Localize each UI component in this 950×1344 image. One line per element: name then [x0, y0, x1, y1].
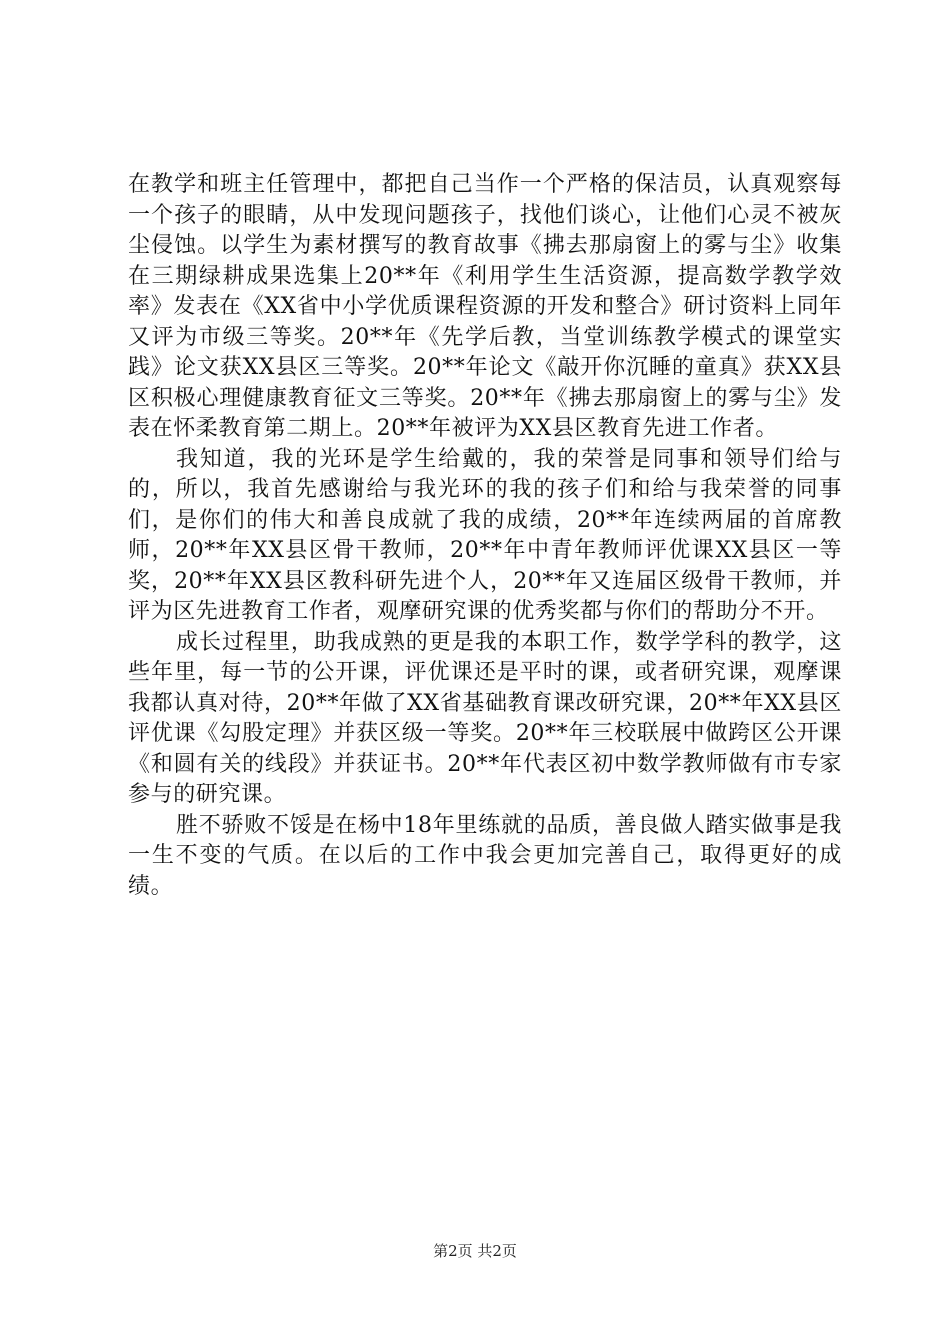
page-footer: 第2页 共2页: [433, 1242, 517, 1260]
paragraph-2: 我知道，我的光环是学生给戴的，我的荣誉是同事和领导们给与的，所以，我首先感谢给与我光环的我的孩子们和给与我荣誉的同事们，是你们的伟大和善良成就了我的成绩，20**年连续两届的首席教师，20**年XX县区骨干教师，20**年中青年教师评优课XX县区一等奖，20**年XX县区教科研先进个人，20**年又连届区级骨干教师，并评为区先进教育工作者，观摩研究课的优秀奖都与你们的帮助分不开。: [128, 446, 842, 624]
paragraph-4: 胜不骄败不馁是在杨中18年里练就的品质，善良做人踏实做事是我一生不变的气质。在以后的工作中我会更加完善自己，取得更好的成绩。: [128, 812, 842, 899]
document-body: [128, 170, 842, 902]
paragraph-1: 在教学和班主任管理中，都把自己当作一个严格的保洁员，认真观察每一个孩子的眼睛，从中发现问题孩子，找他们谈心，让他们心灵不被灰尘侵蚀。以学生为素材撰写的教育故事《拂去那扇窗上的雾与尘》收集在三期绿耕成果选集上20**年《利用学生生活资源，提高数学教学效率》发表在《XX省中小学优质课程资源的开发和整合》研讨资料上同年又评为市级三等奖。20**年《先学后教，当堂训练教学模式的课堂实践》论文获XX县区三等奖。20**年论文《敲开你沉睡的童真》获XX县区积极心理健康教育征文三等奖。20**年《拂去那扇窗上的雾与尘》发表在怀柔教育第二期上。20**年被评为XX县区教育先进工作者。: [128, 172, 842, 441]
paragraph-3: 成长过程里，助我成熟的更是我的本职工作，数学学科的教学，这些年里，每一节的公开课，评优课还是平时的课，或者研究课，观摩课我都认真对待，20**年做了XX省基础教育课改研究课，20**年XX县区评优课《勾股定理》并获区级一等奖。20**年三校联展中做跨区公开课《和圆有关的线段》并获证书。20**年代表区初中数学教师做有市专家参与的研究课。: [128, 629, 842, 807]
